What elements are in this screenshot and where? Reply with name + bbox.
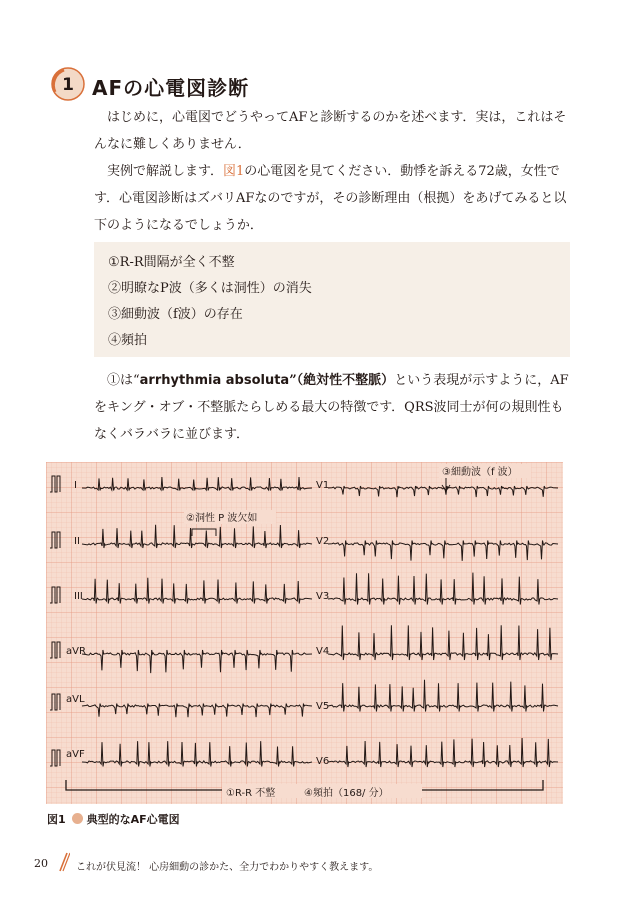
- lead-label-aVR: aVR: [66, 646, 86, 657]
- criteria-item: ②明瞭なP波（多くは洞性）の消失: [108, 281, 312, 296]
- ecg-grid: [46, 462, 563, 804]
- annotation-pwave: ②洞性 P 波欠如: [186, 513, 258, 524]
- section-number: 1: [62, 75, 74, 95]
- footer-running-title: これが伏見流！ 心房細動の診かた、全力でわかりやすく教えます。: [76, 862, 379, 873]
- paragraph-example-pre: 実例で解説します．: [107, 164, 223, 179]
- ecg-figure: [46, 462, 563, 804]
- paragraph-intro-text: はじめに，心電図でどうやってAFと診断するのかを述べます．実は，これはそんなに難しくありません．: [94, 110, 567, 152]
- lead-label-V3: V3: [316, 591, 330, 602]
- lead-label-aVL: aVL: [66, 694, 85, 705]
- paragraph-explain: [94, 367, 574, 448]
- arrhythmia-term-jp: ”（絶対性不整脈）: [289, 373, 395, 388]
- section-number-badge: [50, 66, 86, 102]
- lead-label-aVF: aVF: [66, 749, 85, 760]
- paragraph-explain-post: という表現が示すように，AFをキング・オブ・不整脈たらしめる最大の特徴です．QRS波同士が何の規則性もなくバラバラに並びます．: [94, 373, 569, 442]
- annotation-rr: ①R-R 不整: [226, 788, 276, 799]
- criteria-item: ③細動波（f波）の存在: [108, 307, 243, 322]
- section-title: AFの心電図診断: [92, 76, 250, 100]
- lead-label-V4: V4: [316, 646, 330, 657]
- lead-label-V6: V6: [316, 756, 330, 767]
- lead-label-V5: V5: [316, 701, 330, 712]
- criteria-item: ④頻拍: [108, 333, 148, 348]
- caption-bullet-icon: [72, 813, 83, 824]
- annotation-tachy: ④頻拍（168/ 分）: [304, 788, 389, 799]
- lead-label-V2: V2: [316, 536, 330, 547]
- lead-label-II: II: [74, 536, 80, 547]
- criteria-item: ①R-R間隔が全く不整: [108, 255, 235, 270]
- footer-slash-icon: [58, 852, 70, 872]
- annotation-fwave: ③細動波（f 波）: [442, 467, 518, 478]
- lead-label-V1: V1: [316, 480, 330, 491]
- diagnostic-criteria-box: [94, 242, 570, 357]
- paragraph-example-post: の心電図を見てください．動悸を訴える72歳，女性です．心電図診断はズバリAFなのですが，その診断理由（根拠）をあげてみると以下のようになるでしょうか．: [94, 164, 567, 233]
- figure-caption: [47, 811, 180, 827]
- lead-label-III: III: [74, 591, 83, 602]
- lead-label-I: I: [74, 480, 77, 491]
- arrhythmia-term: arrhythmia absoluta: [139, 373, 290, 388]
- paragraph-example: [94, 158, 574, 239]
- paragraph-explain-pre: ①は“: [107, 373, 140, 388]
- figure-caption-label: 図1: [47, 813, 66, 826]
- figure-reference-link[interactable]: 図1: [222, 164, 245, 179]
- page-number: 20: [34, 857, 48, 870]
- paragraph-intro: [94, 104, 574, 158]
- figure-caption-title: 典型的なAF心電図: [86, 813, 180, 826]
